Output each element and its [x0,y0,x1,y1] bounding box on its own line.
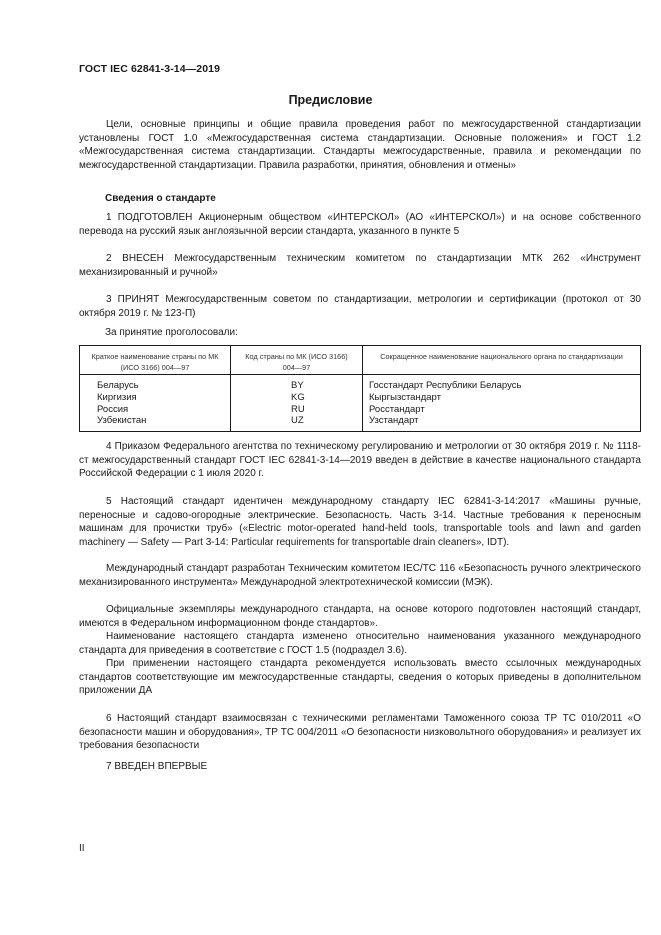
table-cell-code: RU [291,403,305,415]
table-border-right [640,345,641,432]
table-cell-country: Узбекистан [97,415,147,427]
item-3: 3 ПРИНЯТ Межгосударственным советом по стандартизации, метрологии и сертификации (протокол от 30 октября 2019 г. № 123-П) [79,294,641,319]
item-6: 6 Настоящий стандарт взаимосвязан с техническими регламентами Таможенного союза ТР ТС 010/2011 «О безопасности машин и оборудования», ТР ТС 004/2011 «О безопасности низковольтного оборудования» и реализует их требования безопасности [79,713,641,752]
voting-table [79,345,641,432]
item-7: 7 ВВЕДЕН ВПЕРВЫЕ [106,761,208,772]
table-bottom-rule [79,431,641,432]
table-column-body [369,380,521,427]
item-5-committee: Международный стандарт разработан Техническим комитетом IEC/TC 116 «Безопасность ручного электрического механизированного инструмента» Международной электротехнической комиссии (МЭК). [79,563,641,588]
table-cell-body: Госстандарт Республики Беларусь [369,380,522,391]
table-header-country: Краткое наименование страны по МК (ИСО 3166) 004—97 [91,352,219,372]
intro-paragraph: Цели, основные принципы и общие правила проведения работ по межгосударственной стандартизации установлены ГОСТ 1.0 «Межгосударственная система стандартизации. Основные положения» и ГОСТ 1.2 «Межгосударственная система стандартизации. Стандарты межгосударственные, правила и рекомендации по межгосударственной стандартизации. Правила разработки, принятия, обновления и отмены» [79,119,641,171]
document-header: ГОСТ IEC 62841-3-14—2019 [79,63,221,75]
table-cell-body: Кыргызстандарт [369,391,441,403]
table-col-divider [230,345,231,432]
table-col-divider [362,345,363,432]
page-number: II [79,843,85,854]
item-2: 2 ВНЕСЕН Межгосударственным техническим комитетом по стандартизации МТК 262 «Инструмент механизированный и ручной» [79,253,641,278]
item-4: 4 Приказом Федерального агентства по техническому регулированию и метрологии от 30 октября 2019 г. № 1118-ст межгосударственный стандарт ГОСТ IEC 62841-3-14—2019 введен в действие в качестве национального стандарта Российской Федерации с 1 июля 2020 г. [79,441,641,480]
voted-label: За принятие проголосовали: [105,327,238,338]
item-5: 5 Настоящий стандарт идентичен международному стандарту IEC 62841-3-14:2017 «Машины ручные, переносные и садово-огородные электрические. Безопасность. Часть 3-14. Частные требования к переносным машинам для прочистки труб» («Electric motor-operated hand-held tools, transportable tools and lawn and garden machinery — Safety — Part 3-14: Particular requirements for transportable drain cleaners», IDT). [79,496,641,548]
item-5-official-copies: Официальные экземпляры международного стандарта, на основе которого подготовлен настоящий стандарт, имеются в Федеральном информационном фонде стандартов». [79,604,641,629]
item-5-name-change: Наименование настоящего стандарта изменено относительно наименования указанного международного стандарта для приведения в соответствие с ГОСТ 1.5 (подраздел 3.6). [79,631,641,656]
table-border-left [79,345,80,432]
table-cell-country: Беларусь [97,380,139,391]
table-header-code: Код страны по МК (ИСО 3166) 004—97 [245,352,348,372]
table-column-code [291,380,305,427]
subheading: Сведения о стандарте [105,193,216,204]
section-title: Предисловие [288,93,373,107]
table-cell-country: Россия [97,403,129,415]
table-header-rule [79,374,641,375]
table-cell-body: Узстандарт [369,415,419,427]
table-cell-body: Росстандарт [369,403,425,415]
table-cell-code: KG [291,391,305,403]
item-1: 1 ПОДГОТОВЛЕН Акционерным обществом «ИНТЕРСКОЛ» (АО «ИНТЕРСКОЛ») и на основе собственного перевода на русский язык англоязычной версии стандарта, указанного в пункте 5 [79,212,641,237]
table-header-body: Сокращенное наименование национального органа по стандартизации [380,352,623,361]
table-cell-code: UZ [291,415,304,427]
item-5-references: При применении настоящего стандарта рекомендуется использовать вместо ссылочных международных стандартов соответствующие им межгосударственные стандарты, сведения о которых приведены в дополнительном приложении ДА [79,658,641,697]
table-cell-code: BY [291,380,304,391]
table-cell-country: Киргизия [97,391,137,403]
table-top-rule [79,345,641,346]
table-column-country [97,380,146,427]
